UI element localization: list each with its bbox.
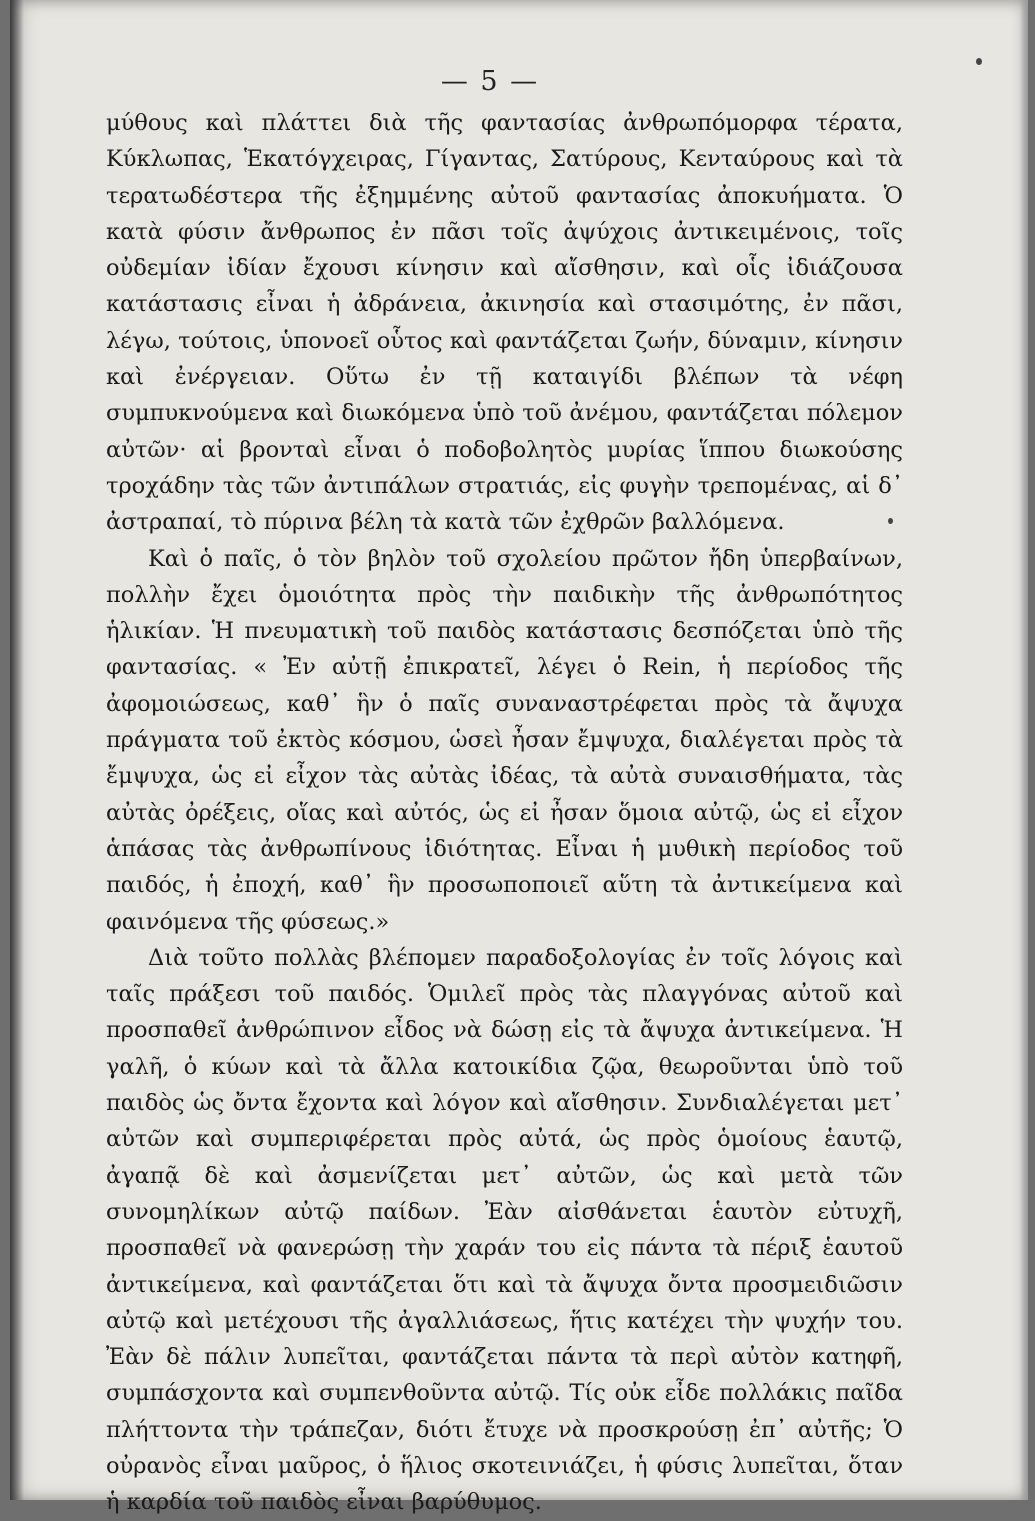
- page-number: — 5 —: [440, 66, 540, 97]
- body-text: [106, 105, 903, 1521]
- ink-speck: [888, 518, 893, 524]
- paragraph-1: μύθους καὶ πλάττει διὰ τῆς φαντασίας ἀνθρωπόμορφα τέρατα, Κύκλωπας, Ἑκατόγχειρας, Γίγαντας, Σατύρους, Κενταύρους καὶ τὰ τερατωδέστερα τῆς ἐξημμένης αὐτοῦ φαντασίας ἀποκυήματα. Ὁ κατὰ φύσιν ἄνθρωπος ἐν πᾶσι τοῖς ἀψύχοις ἀντικειμένοις, τοῖς οὐδεμίαν ἰδίαν ἔχουσι κίνησιν καὶ αἴσθησιν, καὶ οἷς ἰδιάζουσα κατάστασις εἶναι ἡ ἀδράνεια, ἀκινησία καὶ στασιμότης, ἐν πᾶσι, λέγω, τούτοις, ὑπονοεῖ οὗτος καὶ φαντάζεται ζωήν, δύναμιν, κίνησιν καὶ ἐνέργειαν. Οὕτω ἐν τῇ καταιγίδι βλέπων τὰ νέφη συμπυκνούμενα καὶ διωκόμενα ὑπὸ τοῦ ἀνέμου, φαντάζεται πόλεμον αὐτῶν· αἱ βρονταὶ εἶναι ὁ ποδοβολητὸς μυρίας ἵππου διωκούσης τροχάδην τὰς τῶν ἀντιπάλων στρατιάς, εἰς φυγὴν τρεπομένας, αἱ δ᾽ ἀστραπαί, τὸ πύρινα βέλη τὰ κατὰ τῶν ἐχθρῶν βαλλόμενα.: [106, 110, 903, 536]
- ink-speck: [976, 58, 982, 65]
- spine-shadow: [10, 0, 24, 1500]
- paragraph-3: Διὰ τοῦτο πολλὰς βλέπομεν παραδοξολογίας ἐν τοῖς λόγοις καὶ ταῖς πράξεσι τοῦ παιδός. Ὁμιλεῖ πρὸς τὰς πλαγγόνας αὐτοῦ καὶ προσπαθεῖ ἀνθρώπινον εἶδος νὰ δώσῃ εἰς τὰ ἄψυχα ἀντικείμενα. Ἡ γαλῆ, ὁ κύων καὶ τὰ ἄλλα κατοικίδια ζῷα, θεωροῦνται ὑπὸ τοῦ παιδὸς ὡς ὄντα ἔχοντα καὶ λόγον καὶ αἴσθησιν. Συνδιαλέγεται μετ᾽ αὐτῶν καὶ συμπεριφέρεται πρὸς αὐτά, ὡς πρὸς ὁμοίους ἑαυτῷ, ἀγαπᾷ δὲ καὶ ἀσμενίζεται μετ᾽ αὐτῶν, ὡς καὶ μετὰ τῶν συνομηλίκων αὐτῷ παίδων. Ἐὰν αἰσθάνεται ἑαυτὸν εὐτυχῆ, προσπαθεῖ νὰ φανερώσῃ τὴν χαράν του εἰς πάντα τὰ πέριξ ἑαυτοῦ ἀντικείμενα, καὶ φαντάζεται ὅτι καὶ τὰ ἄψυχα ὄντα προσμειδιῶσιν αὐτῷ καὶ μετέχουσι τῆς ἀγαλλιάσεως, ἥτις κατέχει τὴν ψυχήν του. Ἐὰν δὲ πάλιν λυπεῖται, φαντάζεται πάντα τὰ περὶ αὐτὸν κατηφῆ, συμπάσχοντα καὶ συμπενθοῦντα αὐτῷ. Τίς οὐκ εἶδε πολλάκις παῖδα πλήττοντα τὴν τράπεζαν, διότι ἔτυχε νὰ προσκρούσῃ ἐπ᾽ αὐτῆς; Ὁ οὐρανὸς εἶναι μαῦρος, ὁ ἥλιος σκοτεινιάζει, ἡ φύσις λυπεῖται, ὅταν ἡ καρδία τοῦ παιδὸς εἶναι βαρύθυμος.: [106, 944, 903, 1516]
- page-edge: [1020, 0, 1028, 1500]
- paragraph-2: Καὶ ὁ παῖς, ὁ τὸν βηλὸν τοῦ σχολείου πρῶτον ἤδη ὑπερβαίνων, πολλὴν ἔχει ὁμοιότητα πρὸς τὴν παιδικὴν τῆς ἀνθρωπότητος ἡλικίαν. Ἡ πνευματικὴ τοῦ παιδὸς κατάστασις δεσπόζεται ὑπὸ τῆς φαντασίας. « Ἐν αὐτῇ ἐπικρατεῖ, λέγει ὁ Rein, ἡ περίοδος τῆς ἀφομοιώσεως, καθ᾽ ἣν ὁ παῖς συναναστρέφεται πρὸς τὰ ἄψυχα πράγματα τοῦ ἐκτὸς κόσμου, ὡσεὶ ἦσαν ἔμψυχα, διαλέγεται πρὸς τὰ ἔμψυχα, ὡς εἰ εἶχον τὰς αὐτὰς ἰδέας, τὰ αὐτὰ συναισθήματα, τὰς αὐτὰς ὀρέξεις, οἵας καὶ αὐτός, ὡς εἰ ἦσαν ὅμοια αὐτῷ, ὡς εἰ εἶχον ἁπάσας τὰς ἀνθρωπίνους ἰδιότητας. Εἶναι ἡ μυθικὴ περίοδος τοῦ παιδός, ἡ ἐποχή, καθ᾽ ἣν προσωποποιεῖ αὕτη τὰ ἀντικείμενα καὶ φαινόμενα τῆς φύσεως.»: [106, 545, 903, 935]
- book-page: [10, 0, 1028, 1516]
